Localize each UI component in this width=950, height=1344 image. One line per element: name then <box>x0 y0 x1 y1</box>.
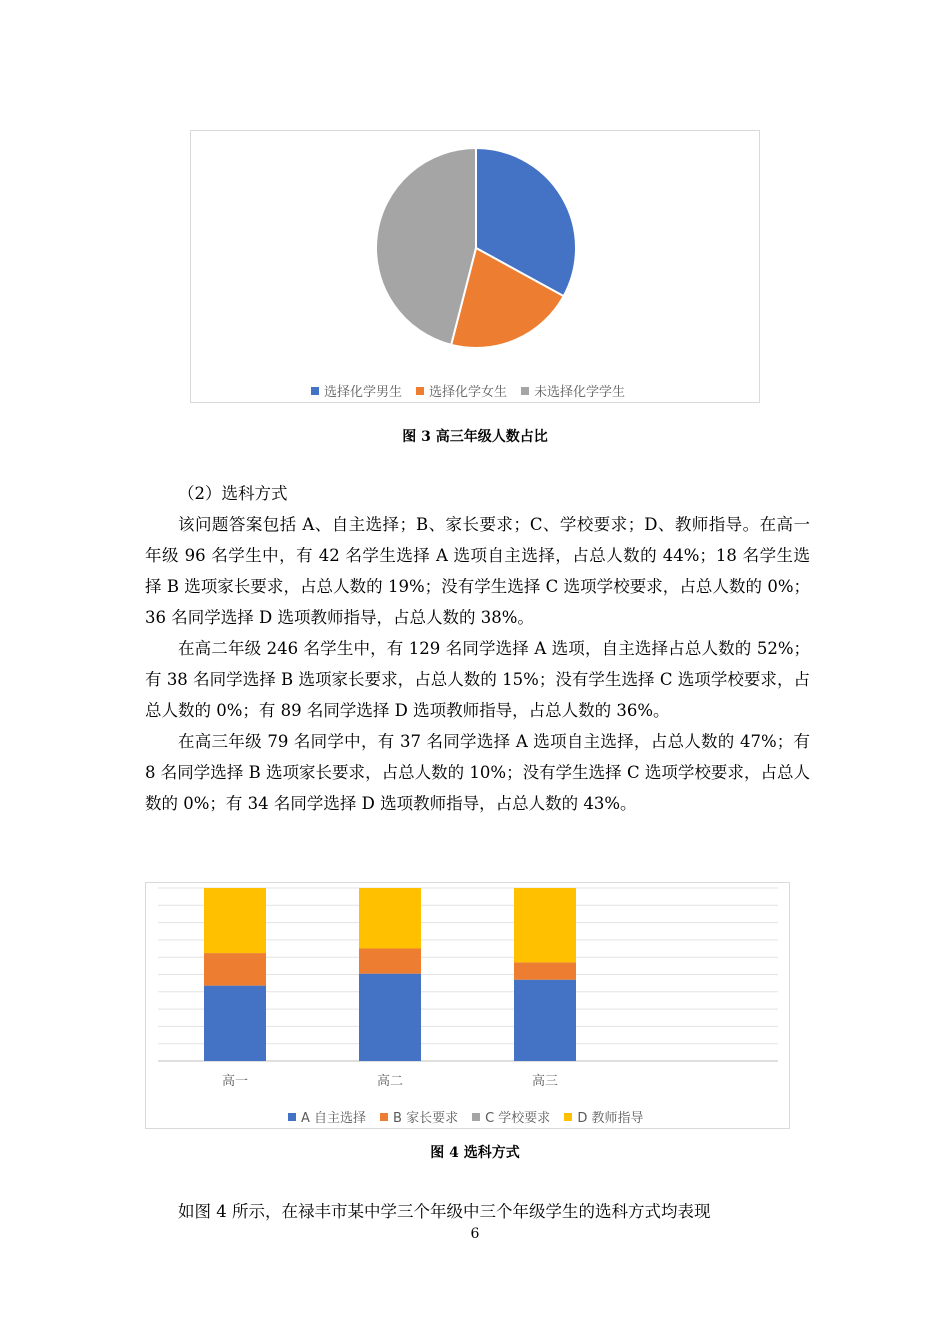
pie-chart-frame <box>190 130 760 403</box>
bar-legend <box>288 1107 643 1126</box>
legend-swatch <box>416 387 424 395</box>
legend-item-male <box>311 381 402 400</box>
bar-segment <box>204 953 266 986</box>
x-tick-label: 高三 <box>531 1074 558 1089</box>
bar-segment <box>204 888 266 953</box>
paragraph: 该问题答案包括 A、自主选择；B、家长要求；C、学校要求；D、教师指导。在高一年级 96 名学生中，有 42 名学生选择 A 选项自主选择，占总人数的 44%；18 名学生选择 B 选项家长要求，占总人数的 19%；没有学生选择 C 选项学校要求，占总人数的 0%；36 名同学选择 D 选项教师指导，占总人数的 38%。 <box>145 515 810 627</box>
bar-segment <box>359 974 421 1061</box>
x-tick-label: 高二 <box>376 1074 403 1089</box>
legend-label: 未选择化学学生 <box>534 385 626 400</box>
bar-caption: 图 4 选科方式 <box>430 1145 520 1161</box>
section-heading: （2）选科方式 <box>178 484 288 503</box>
final-text <box>145 1196 810 1227</box>
bar-segment <box>359 888 421 948</box>
legend-label: 选择化学女生 <box>429 385 508 400</box>
bar-segment <box>359 948 421 973</box>
pie-legend <box>311 381 625 400</box>
page-number: 6 <box>470 1226 480 1242</box>
bar-segment <box>514 962 576 979</box>
bar-segment <box>204 986 266 1061</box>
legend-swatch <box>288 1113 296 1121</box>
paragraph: 在高三年级 79 名同学中，有 37 名同学选择 A 选项自主选择，占总人数的 47%；有 8 名同学选择 B 选项家长要求，占总人数的 10%；没有学生选择 C 选项学校要求，占总人数的 0%；有 34 名同学选择 D 选项教师指导，占总人数的 43%。 <box>145 732 810 813</box>
legend-label: B 家长要求 <box>393 1111 459 1126</box>
legend-label: D 教师指导 <box>577 1111 644 1126</box>
x-tick-label: 高一 <box>221 1074 248 1089</box>
legend-item-a <box>288 1107 366 1126</box>
legend-item-none <box>521 381 625 400</box>
pie-caption: 图 3 高三年级人数占比 <box>402 429 548 445</box>
legend-label: A 自主选择 <box>301 1111 367 1126</box>
legend-item-b <box>380 1107 458 1126</box>
legend-item-d <box>564 1107 643 1126</box>
bar-chart <box>146 883 789 1083</box>
legend-swatch <box>472 1113 480 1121</box>
legend-swatch <box>311 387 319 395</box>
legend-swatch <box>521 387 529 395</box>
legend-item-c <box>472 1107 550 1126</box>
body-text <box>145 478 810 819</box>
bar-segment <box>514 980 576 1061</box>
pie-chart <box>191 131 759 361</box>
paragraph: 在高二年级 246 名学生中，有 129 名同学选择 A 选项，自主选择占总人数的 52%；有 38 名同学选择 B 选项家长要求，占总人数的 15%；没有学生选择 C 选项学校要求，占总人数的 0%；有 89 名同学选择 D 选项教师指导，占总人数的 36%。 <box>145 639 810 720</box>
bar-segment <box>514 888 576 962</box>
legend-label: 选择化学男生 <box>324 385 403 400</box>
legend-label: C 学校要求 <box>485 1111 551 1126</box>
legend-item-female <box>416 381 507 400</box>
paragraph: 如图 4 所示，在禄丰市某中学三个年级中三个年级学生的选科方式均表现 <box>178 1202 711 1221</box>
bar-chart-frame <box>145 882 790 1129</box>
legend-swatch <box>564 1113 572 1121</box>
legend-swatch <box>380 1113 388 1121</box>
